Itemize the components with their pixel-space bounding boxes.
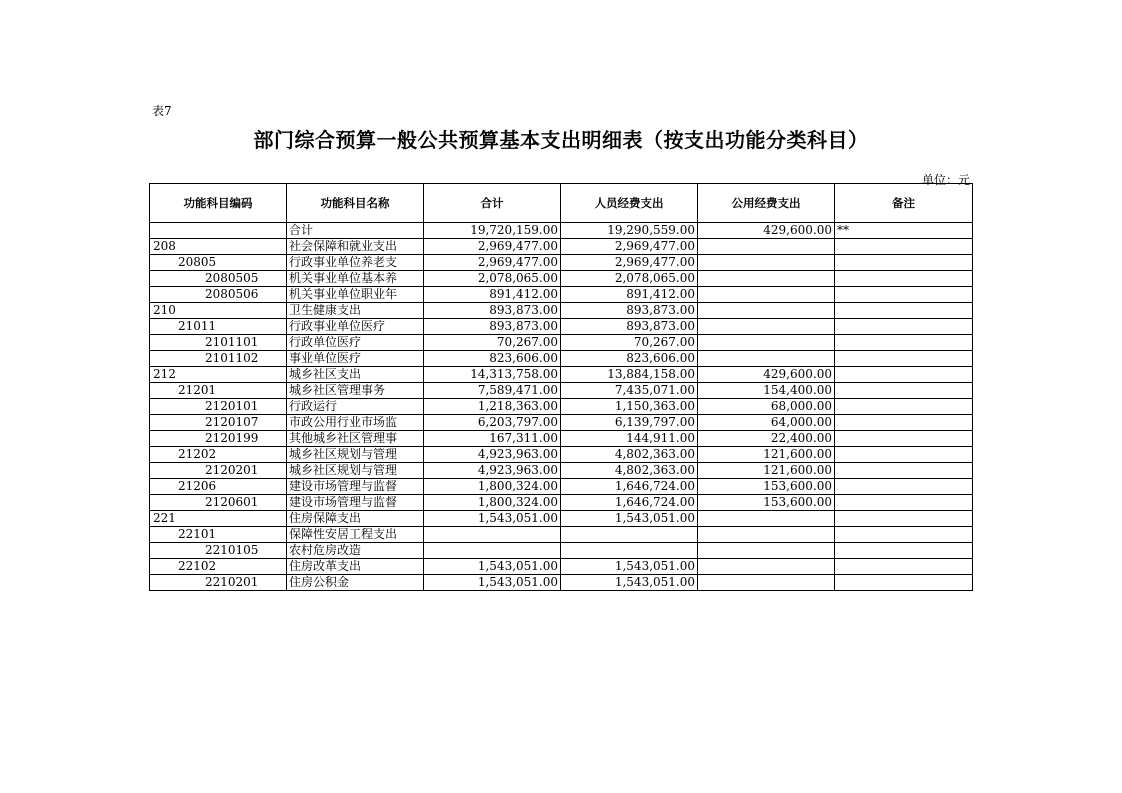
- cell-code: 2101102: [150, 351, 287, 367]
- cell-personnel: 2,969,477.00: [561, 239, 698, 255]
- cell-public: [698, 543, 835, 559]
- cell-public: 22,400.00: [698, 431, 835, 447]
- cell-public: 68,000.00: [698, 399, 835, 415]
- cell-code: [150, 223, 287, 239]
- cell-note: [835, 255, 973, 271]
- cell-personnel: 891,412.00: [561, 287, 698, 303]
- table-row: [150, 351, 973, 367]
- cell-note: [835, 287, 973, 303]
- cell-total: 893,873.00: [424, 319, 561, 335]
- table-row: [150, 271, 973, 287]
- cell-public: 154,400.00: [698, 383, 835, 399]
- cell-note: [835, 367, 973, 383]
- cell-total: 1,543,051.00: [424, 575, 561, 591]
- cell-personnel: 1,543,051.00: [561, 575, 698, 591]
- cell-total: 14,313,758.00: [424, 367, 561, 383]
- cell-name: 城乡社区规划与管理: [287, 447, 424, 463]
- cell-note: [835, 335, 973, 351]
- cell-note: [835, 351, 973, 367]
- cell-personnel: 2,969,477.00: [561, 255, 698, 271]
- table-row: [150, 415, 973, 431]
- cell-public: 121,600.00: [698, 447, 835, 463]
- cell-code: 21011: [150, 319, 287, 335]
- cell-code: 2120107: [150, 415, 287, 431]
- table-row: [150, 223, 973, 239]
- table-row: [150, 511, 973, 527]
- cell-name: 行政事业单位医疗: [287, 319, 424, 335]
- cell-note: **: [835, 223, 973, 239]
- cell-public: [698, 319, 835, 335]
- header-public-expense: 公用经费支出: [698, 184, 835, 223]
- cell-name: 社会保障和就业支出: [287, 239, 424, 255]
- cell-total: 19,720,159.00: [424, 223, 561, 239]
- cell-note: [835, 575, 973, 591]
- header-function-code: 功能科目编码: [150, 184, 287, 223]
- cell-total: 4,923,963.00: [424, 463, 561, 479]
- cell-note: [835, 527, 973, 543]
- cell-total: 1,543,051.00: [424, 559, 561, 575]
- table-row: [150, 463, 973, 479]
- cell-code: 2120101: [150, 399, 287, 415]
- cell-code: 22101: [150, 527, 287, 543]
- cell-public: [698, 511, 835, 527]
- cell-personnel: 144,911.00: [561, 431, 698, 447]
- cell-name: 机关事业单位基本养: [287, 271, 424, 287]
- cell-note: [835, 431, 973, 447]
- cell-public: 121,600.00: [698, 463, 835, 479]
- header-total: 合计: [424, 184, 561, 223]
- cell-total: [424, 543, 561, 559]
- cell-name: 城乡社区支出: [287, 367, 424, 383]
- cell-name: 住房保障支出: [287, 511, 424, 527]
- cell-public: [698, 559, 835, 575]
- cell-personnel: 70,267.00: [561, 335, 698, 351]
- cell-note: [835, 319, 973, 335]
- cell-note: [835, 543, 973, 559]
- cell-public: 429,600.00: [698, 367, 835, 383]
- cell-name: 行政单位医疗: [287, 335, 424, 351]
- cell-code: 2120601: [150, 495, 287, 511]
- cell-public: [698, 351, 835, 367]
- cell-personnel: 1,543,051.00: [561, 559, 698, 575]
- cell-personnel: 1,543,051.00: [561, 511, 698, 527]
- table-row: [150, 255, 973, 271]
- table-row: [150, 575, 973, 591]
- table-row: [150, 447, 973, 463]
- table-number-label: 表7: [152, 104, 172, 118]
- cell-total: 4,923,963.00: [424, 447, 561, 463]
- cell-public: 153,600.00: [698, 479, 835, 495]
- cell-code: 2101101: [150, 335, 287, 351]
- cell-total: 1,543,051.00: [424, 511, 561, 527]
- cell-personnel: 13,884,158.00: [561, 367, 698, 383]
- cell-note: [835, 495, 973, 511]
- cell-personnel: [561, 527, 698, 543]
- cell-public: 153,600.00: [698, 495, 835, 511]
- cell-public: [698, 255, 835, 271]
- cell-public: 429,600.00: [698, 223, 835, 239]
- cell-total: 823,606.00: [424, 351, 561, 367]
- cell-code: 2210105: [150, 543, 287, 559]
- table-row: [150, 239, 973, 255]
- cell-total: 6,203,797.00: [424, 415, 561, 431]
- cell-code: 21206: [150, 479, 287, 495]
- cell-public: 64,000.00: [698, 415, 835, 431]
- cell-code: 21201: [150, 383, 287, 399]
- cell-note: [835, 399, 973, 415]
- table-row: [150, 399, 973, 415]
- cell-code: 221: [150, 511, 287, 527]
- cell-public: [698, 335, 835, 351]
- table-row: [150, 527, 973, 543]
- cell-code: 20805: [150, 255, 287, 271]
- cell-total: 2,969,477.00: [424, 239, 561, 255]
- cell-personnel: 6,139,797.00: [561, 415, 698, 431]
- cell-name: 行政事业单位养老支: [287, 255, 424, 271]
- cell-name: 建设市场管理与监督: [287, 495, 424, 511]
- table-row: [150, 319, 973, 335]
- cell-name: 卫生健康支出: [287, 303, 424, 319]
- cell-code: 22102: [150, 559, 287, 575]
- table-row: [150, 335, 973, 351]
- cell-code: 2120201: [150, 463, 287, 479]
- cell-total: 2,969,477.00: [424, 255, 561, 271]
- cell-code: 210: [150, 303, 287, 319]
- cell-personnel: 1,646,724.00: [561, 479, 698, 495]
- cell-code: 2080505: [150, 271, 287, 287]
- cell-code: 2120199: [150, 431, 287, 447]
- table-header-row: [150, 184, 973, 223]
- table-row: [150, 287, 973, 303]
- cell-personnel: 1,646,724.00: [561, 495, 698, 511]
- cell-name: 市政公用行业市场监: [287, 415, 424, 431]
- cell-name: 城乡社区管理事务: [287, 383, 424, 399]
- cell-personnel: 4,802,363.00: [561, 447, 698, 463]
- page-title: 部门综合预算一般公共预算基本支出明细表（按支出功能分类科目）: [253, 128, 869, 152]
- header-note: 备注: [835, 184, 973, 223]
- cell-note: [835, 415, 973, 431]
- cell-code: 21202: [150, 447, 287, 463]
- cell-name: 行政运行: [287, 399, 424, 415]
- table-row: [150, 431, 973, 447]
- cell-personnel: 1,150,363.00: [561, 399, 698, 415]
- table-row: [150, 495, 973, 511]
- table-row: [150, 543, 973, 559]
- cell-total: 70,267.00: [424, 335, 561, 351]
- cell-personnel: 893,873.00: [561, 303, 698, 319]
- cell-name: 建设市场管理与监督: [287, 479, 424, 495]
- cell-name: 合计: [287, 223, 424, 239]
- cell-personnel: 893,873.00: [561, 319, 698, 335]
- cell-note: [835, 479, 973, 495]
- unit-label: 单位：元: [921, 173, 970, 187]
- cell-code: 212: [150, 367, 287, 383]
- cell-note: [835, 463, 973, 479]
- cell-total: 167,311.00: [424, 431, 561, 447]
- cell-total: 7,589,471.00: [424, 383, 561, 399]
- cell-note: [835, 511, 973, 527]
- cell-name: 住房公积金: [287, 575, 424, 591]
- table-row: [150, 367, 973, 383]
- cell-name: 机关事业单位职业年: [287, 287, 424, 303]
- cell-note: [835, 271, 973, 287]
- cell-public: [698, 527, 835, 543]
- cell-total: 1,800,324.00: [424, 479, 561, 495]
- table-row: [150, 479, 973, 495]
- table-row: [150, 559, 973, 575]
- cell-personnel: [561, 543, 698, 559]
- cell-public: [698, 239, 835, 255]
- cell-note: [835, 447, 973, 463]
- table-row: [150, 303, 973, 319]
- cell-name: 住房改革支出: [287, 559, 424, 575]
- cell-note: [835, 383, 973, 399]
- header-personnel-expense: 人员经费支出: [561, 184, 698, 223]
- cell-total: 893,873.00: [424, 303, 561, 319]
- cell-total: 2,078,065.00: [424, 271, 561, 287]
- cell-public: [698, 575, 835, 591]
- cell-name: 保障性安居工程支出: [287, 527, 424, 543]
- cell-name: 农村危房改造: [287, 543, 424, 559]
- table-row: [150, 383, 973, 399]
- cell-public: [698, 271, 835, 287]
- cell-total: 1,800,324.00: [424, 495, 561, 511]
- cell-personnel: 19,290,559.00: [561, 223, 698, 239]
- cell-public: [698, 303, 835, 319]
- cell-note: [835, 303, 973, 319]
- cell-personnel: 7,435,071.00: [561, 383, 698, 399]
- cell-code: 2210201: [150, 575, 287, 591]
- cell-note: [835, 559, 973, 575]
- cell-personnel: 823,606.00: [561, 351, 698, 367]
- cell-personnel: 2,078,065.00: [561, 271, 698, 287]
- table-body: [150, 223, 973, 591]
- header-function-name: 功能科目名称: [287, 184, 424, 223]
- cell-total: 891,412.00: [424, 287, 561, 303]
- cell-code: 208: [150, 239, 287, 255]
- cell-personnel: 4,802,363.00: [561, 463, 698, 479]
- cell-public: [698, 287, 835, 303]
- cell-total: [424, 527, 561, 543]
- cell-name: 其他城乡社区管理事: [287, 431, 424, 447]
- cell-name: 城乡社区规划与管理: [287, 463, 424, 479]
- cell-note: [835, 239, 973, 255]
- budget-table: [149, 183, 973, 591]
- cell-total: 1,218,363.00: [424, 399, 561, 415]
- cell-name: 事业单位医疗: [287, 351, 424, 367]
- cell-code: 2080506: [150, 287, 287, 303]
